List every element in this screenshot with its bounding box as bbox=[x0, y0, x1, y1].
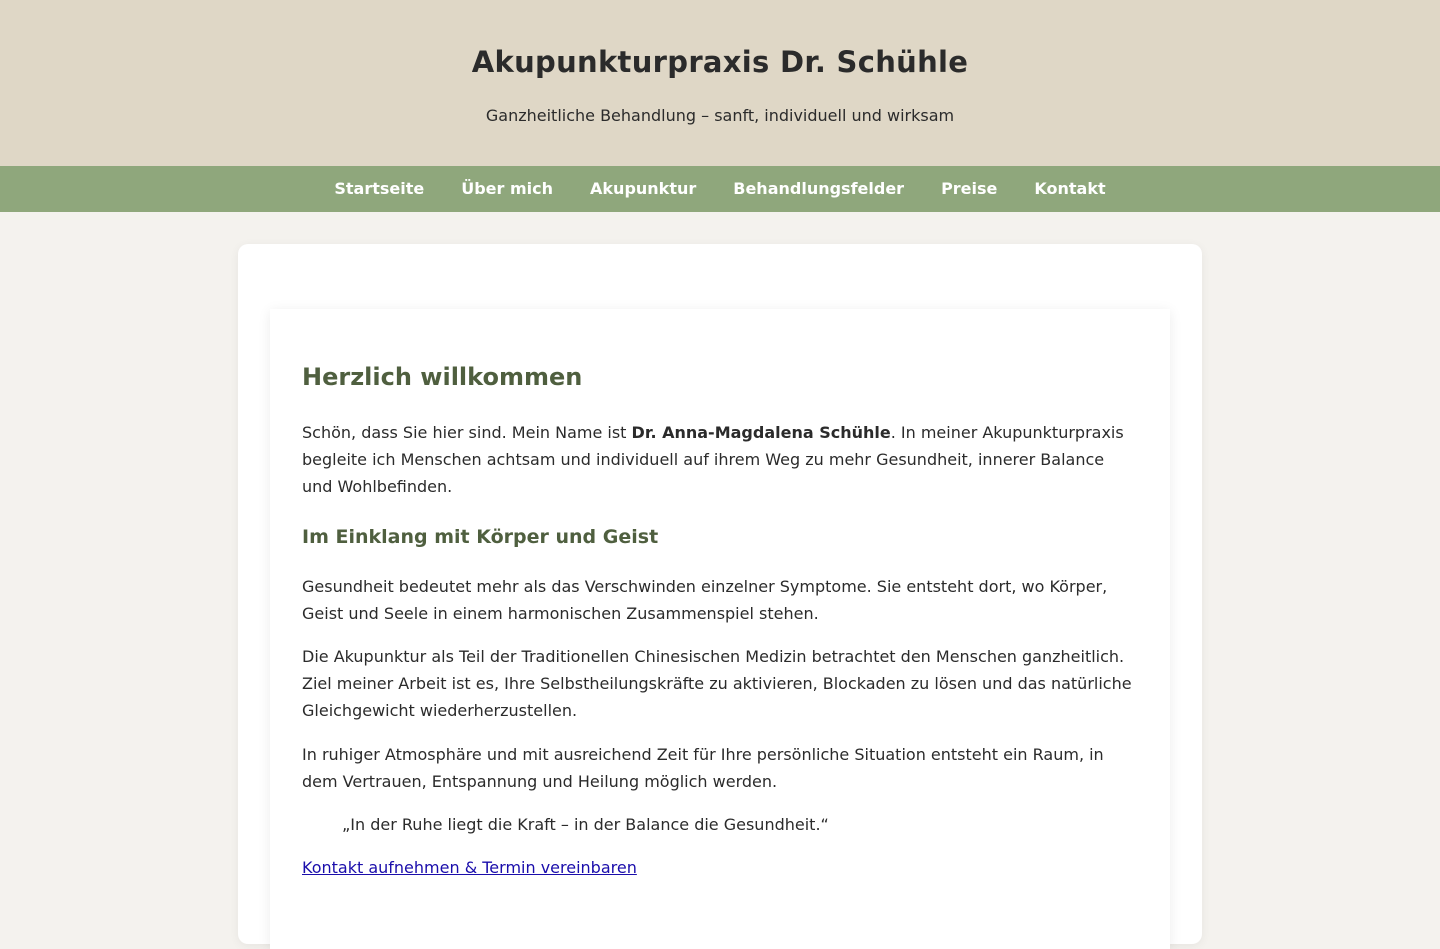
paragraph-atmosphere: In ruhiger Atmosphäre und mit ausreichend Zeit für Ihre persönliche Situation entsteht ein Raum, in dem Vertrauen, Entspannung und Heilung möglich werden. bbox=[302, 745, 1104, 791]
paragraph-health: Gesundheit bedeutet mehr als das Verschwinden einzelner Symptome. Sie entsteht dort, wo Körper, Geist und Seele in einem harmonischen Zusammenspiel stehen. bbox=[302, 577, 1108, 623]
welcome-card bbox=[270, 309, 1170, 949]
intro-text-end: . In meiner Akupunkturpraxis begleite ich Menschen achtsam und individuell auf ihrem Weg zu mehr Gesundheit, innerer Balance und Wohlbefinden. bbox=[302, 423, 1124, 496]
paragraph-acupuncture: Die Akupunktur als Teil der Traditionellen Chinesischen Medizin betrachtet den Menschen ganzheitlich. Ziel meiner Arbeit ist es, Ihre Selbstheilungskräfte zu aktivieren, Blockaden zu lösen und das natürliche Gleichgewicht wiederherzustellen. bbox=[302, 647, 1132, 720]
nav-item-behandlungsfelder[interactable]: Behandlungsfelder bbox=[733, 179, 905, 198]
nav-item-kontakt[interactable]: Kontakt bbox=[1034, 179, 1106, 198]
nav-item-preise[interactable]: Preise bbox=[941, 179, 998, 198]
nav-item-ueber-mich[interactable]: Über mich bbox=[461, 179, 554, 198]
content-container bbox=[238, 244, 1202, 944]
site-tagline: Ganzheitliche Behandlung – sanft, individuell und wirksam bbox=[485, 106, 955, 125]
doctor-name: Dr. Anna-Magdalena Schühle bbox=[631, 423, 891, 442]
main-nav bbox=[0, 166, 1440, 212]
quote: „In der Ruhe liegt die Kraft – in der Balance die Gesundheit.“ bbox=[342, 815, 829, 834]
site-title: Akupunkturpraxis Dr. Schühle bbox=[471, 45, 969, 79]
site-header bbox=[0, 0, 1440, 166]
contact-appointment-link[interactable]: Kontakt aufnehmen & Termin vereinbaren bbox=[302, 858, 637, 877]
section-subheading: Im Einklang mit Körper und Geist bbox=[302, 526, 659, 548]
intro-text-start: Schön, dass Sie hier sind. Mein Name ist bbox=[302, 423, 632, 442]
nav-item-startseite[interactable]: Startseite bbox=[334, 179, 425, 198]
welcome-heading: Herzlich willkommen bbox=[302, 363, 583, 391]
nav-item-akupunktur[interactable]: Akupunktur bbox=[590, 179, 697, 198]
intro-paragraph bbox=[302, 419, 1138, 500]
